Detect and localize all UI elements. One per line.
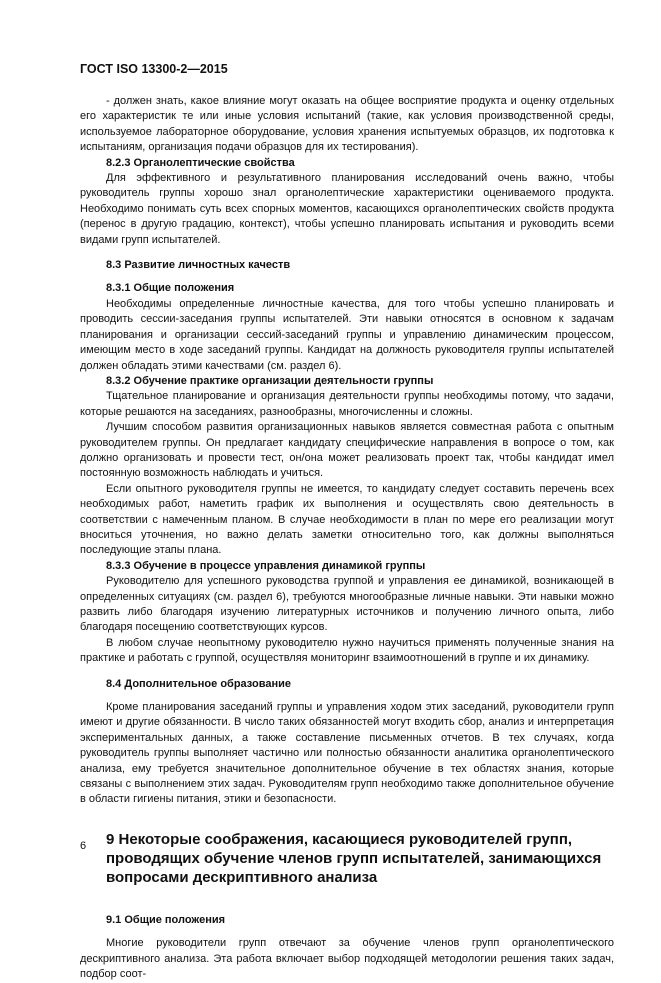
heading-8-3-3: 8.3.3 Обучение в процессе управления динамикой группы bbox=[106, 559, 426, 572]
paragraph-personal-qualities: Необходимы определенные личностные качества, для того чтобы успешно планировать и проводить сессии-заседания группы испытателей. Эти навыки относятся в основном к задачам планирования и организации сессий-заседаний группы и управлению динамическим процессом, имеющим место в ходе заседаний группы. Кандидат на должность руководителя группы испытателей должен обладать этими качествами (см. раздел 6). bbox=[80, 297, 614, 372]
spacer bbox=[80, 692, 614, 700]
heading-section-9: 9 Некоторые соображения, касающиеся руководителей групп, проводящих обучение членов групп испытателей, занимающихся вопросами дескриптивного анализа bbox=[106, 830, 602, 886]
heading-8-3-2: 8.3.2 Обучение практике организации деятельности группы bbox=[106, 374, 434, 387]
spacer bbox=[80, 928, 614, 936]
paragraph-experienced-leader: Лучшим способом развития организационных навыков является совместная работа с опытным руководителем группы. Он предлагает кандидату специфические направления в вопросе о том, как должно организовать и провести тест, он/она может реализовать проект так, чтобы кандидат имел постоянную возможность наблюдать и учиться. bbox=[80, 421, 614, 480]
heading-8-3: 8.3 Развитие личностных качеств bbox=[106, 259, 291, 272]
heading-9-1: 9.1 Общие положения bbox=[106, 913, 226, 926]
paragraph-descriptive-training: Многие руководители групп отвечают за обучение членов групп органолептического дескриптивного анализа. Эта работа включает выбор подходящей методологии решения таких задач, подбор соот- bbox=[80, 937, 614, 981]
heading-8-2-3: 8.2.3 Органолептические свойства bbox=[106, 156, 295, 169]
document-header: ГОСТ ISO 13300-2—2015 bbox=[80, 62, 228, 76]
spacer bbox=[80, 887, 614, 913]
spacer bbox=[80, 667, 614, 677]
paragraph-additional-education: Кроме планирования заседаний группы и управления ходом этих заседаний, руководители групп имеют и другие обязанности. В число таких обязанностей могут входить сбор, анализ и интерпретация экспериментальных данных, а также составление письменных отчетов. В тех случаях, когда руководитель группы выполняет частично или полностью обязанности аналитика органолептического анализа, ему требуется значительное дополнительное обучение в тех областях знания, которые связаны с выполнением этих задач. Руководителям групп необходимо также дополнительное обучение в области гигиены питания, этики и безопасности. bbox=[80, 701, 614, 806]
spacer bbox=[80, 808, 614, 830]
paragraph-no-experienced-leader: Если опытного руководителя группы не имеется, то кандидату следует составить перечень всех необходимых работ, наметить график их выполнения и осуществлять свою деятельность в соответствии с намеченным планом. В случае необходимости в план по мере его реализации могут вноситься уточнения, но важно делать заметки относительно того, как должны выполняться последующие этапы плана. bbox=[80, 482, 614, 557]
spacer bbox=[80, 273, 614, 281]
page-number: 6 bbox=[80, 840, 87, 852]
heading-8-3-1: 8.3.1 Общие положения bbox=[106, 282, 235, 295]
paragraph-group-dynamics: Руководителю для успешного руководства группой и управления ее динамикой, возникающей в определенных ситуациях (см. раздел 6), требуются многообразные личные навыки. Эти навыки можно развить либо благодаря изучению литературных источников и получению личного опыта, либо благодаря посещению соответствующих курсов. bbox=[80, 575, 614, 634]
paragraph-lab-conditions: - должен знать, какое влияние могут оказать на общее восприятие продукта и оценку отдельных его характеристик те или иные условия испытаний (такие, как условия производственной среды, используемое лабораторное оборудование, условия хранения испытуемых образцов, их подготовка к испытаниям, организация подачи образцов для их тестирования). bbox=[80, 95, 614, 154]
paragraph-planning-tasks: Тщательное планирование и организация деятельности группы необходимы потому, что задачи, которые решаются на заседаниях, разнообразны, многочисленны и сложны. bbox=[80, 390, 614, 418]
heading-8-4: 8.4 Дополнительное образование bbox=[106, 677, 291, 690]
document-body bbox=[80, 94, 614, 983]
paragraph-inexperienced-leader: В любом случае неопытному руководителю нужно научиться применять полученные знания на практике и работать с группой, осуществляя мониторинг взаимоотношений в группе и их динамику. bbox=[80, 636, 614, 665]
spacer bbox=[80, 248, 614, 258]
paragraph-organoleptic-properties: Для эффективного и результативного планирования исследований очень важно, чтобы руководитель группы хорошо знал органолептические характеристики оцениваемого продукта. Необходимо понимать суть всех спорных моментов, касающихся органолептических свойств продукта (перенос в другую градацию, контекст), чтобы успешно планировать испытания и руководить всеми видами групп испытателей. bbox=[80, 172, 614, 246]
